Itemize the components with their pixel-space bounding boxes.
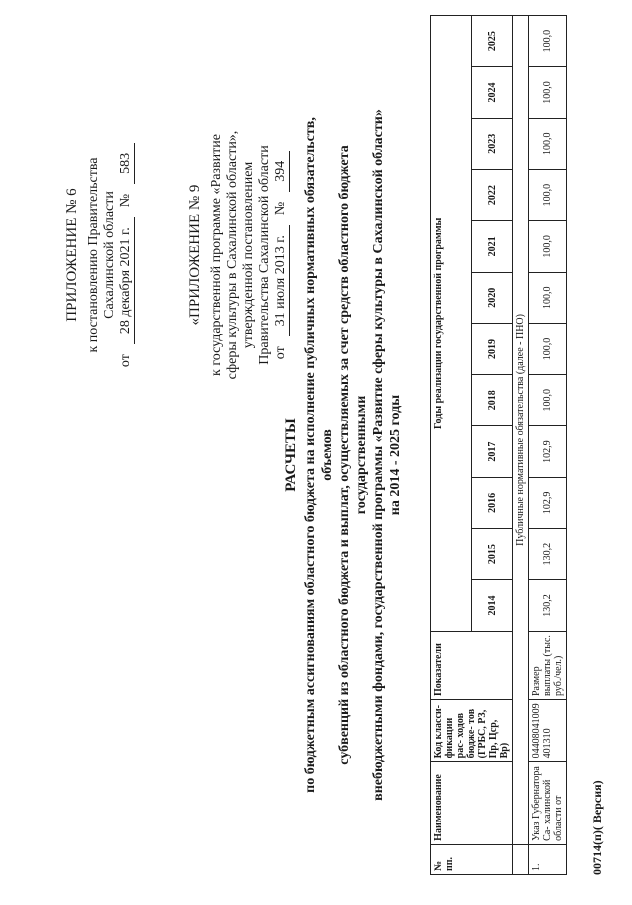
row-no: 1. bbox=[529, 844, 567, 874]
row-indicator: Размер выплаты (тыс. руб./чел.) bbox=[529, 631, 567, 699]
row-value: 102,9 bbox=[529, 426, 567, 477]
calculation-table bbox=[430, 15, 567, 875]
heading-line4: на 2014 - 2025 годы bbox=[388, 394, 403, 516]
appendix-6-block bbox=[62, 110, 135, 400]
appendix-9-title: «ПРИЛОЖЕНИЕ № 9 bbox=[187, 184, 203, 326]
heading-title: РАСЧЕТЫ bbox=[283, 418, 299, 492]
appendix-9-date: 31 июля 2013 г. bbox=[273, 225, 290, 336]
header-no: № пп. bbox=[431, 844, 513, 874]
row-code: 04408041009401310 bbox=[529, 700, 567, 762]
appendix-6-line2: Сахалинской области bbox=[102, 191, 117, 319]
section-empty-cell bbox=[513, 844, 529, 874]
header-year: 2024 bbox=[472, 67, 513, 118]
row-value: 130,2 bbox=[529, 529, 567, 580]
appendix-9-line1: к государственной программе «Развитие bbox=[209, 134, 224, 376]
appendix-9-no-label: № bbox=[273, 201, 288, 216]
row-value: 100,0 bbox=[529, 118, 567, 169]
appendix-6-title: ПРИЛОЖЕНИЕ № 6 bbox=[64, 188, 80, 322]
header-year: 2019 bbox=[472, 323, 513, 374]
row-value: 102,9 bbox=[529, 477, 567, 528]
row-value: 100,0 bbox=[529, 221, 567, 272]
appendix-9-line4: Правительства Сахалинской области bbox=[257, 145, 272, 365]
header-year: 2015 bbox=[472, 529, 513, 580]
row-value: 100,0 bbox=[529, 67, 567, 118]
row-name: Указ Губернатора Са- халинской области от bbox=[529, 762, 567, 844]
heading-line1: по бюджетным ассигнованиям областного бюджета на исполнение публичных нормативных обязательств, объемов bbox=[303, 117, 335, 793]
heading-line3: внебюджетными фондами, государственной программы «Развитие сферы культуры в Сахалинской области» bbox=[371, 109, 386, 801]
row-value: 100,0 bbox=[529, 272, 567, 323]
header-year: 2020 bbox=[472, 272, 513, 323]
row-value: 100,0 bbox=[529, 323, 567, 374]
appendix-6-line1: к постановлению Правительства bbox=[86, 157, 101, 353]
appendix-6-dateline bbox=[118, 110, 135, 400]
heading-line2: субвенций из областного бюджета и выплат, осуществляемых за счет средств областного бюджета государственными bbox=[337, 145, 369, 765]
appendix-6-number: 583 bbox=[118, 143, 135, 184]
section-title: Публичные нормативные обязательства (далее - ПНО) bbox=[513, 16, 529, 845]
row-value: 100,0 bbox=[529, 169, 567, 220]
appendix-9-line3: утвержденной постановлением bbox=[241, 161, 256, 349]
appendix-9-block bbox=[185, 95, 290, 415]
row-value: 130,2 bbox=[529, 580, 567, 631]
row-value: 100,0 bbox=[529, 16, 567, 67]
header-year: 2017 bbox=[472, 426, 513, 477]
header-year: 2025 bbox=[472, 16, 513, 67]
header-year: 2021 bbox=[472, 221, 513, 272]
appendix-6-prefix: от bbox=[118, 354, 133, 368]
appendix-6-date: 28 декабря 2021 г. bbox=[118, 217, 135, 344]
header-year: 2018 bbox=[472, 375, 513, 426]
table-row bbox=[529, 16, 567, 875]
table-header-row-1 bbox=[431, 16, 472, 875]
appendix-9-prefix: от bbox=[273, 346, 288, 360]
row-value: 100,0 bbox=[529, 375, 567, 426]
section-row bbox=[513, 16, 529, 875]
header-code: Код класси- фикации рас- ходов бюдже- тов (ГРБС, РЗ, Пр, Цср, Вр) bbox=[431, 700, 513, 762]
header-year: 2016 bbox=[472, 477, 513, 528]
document-heading bbox=[283, 95, 404, 815]
appendix-9-line2: сферы культуры в Сахалинской области», bbox=[225, 130, 240, 380]
appendix-6-no-label: № bbox=[118, 193, 133, 208]
header-year: 2022 bbox=[472, 169, 513, 220]
appendix-9-number: 394 bbox=[273, 151, 290, 192]
header-year: 2023 bbox=[472, 118, 513, 169]
header-years-group: Годы реализации государственной программы bbox=[431, 16, 472, 632]
footer-version-code: 00714(п)( Версия) bbox=[590, 780, 604, 875]
header-indicator: Показатели bbox=[431, 631, 513, 699]
header-name: Наименование bbox=[431, 762, 513, 844]
header-year: 2014 bbox=[472, 580, 513, 631]
